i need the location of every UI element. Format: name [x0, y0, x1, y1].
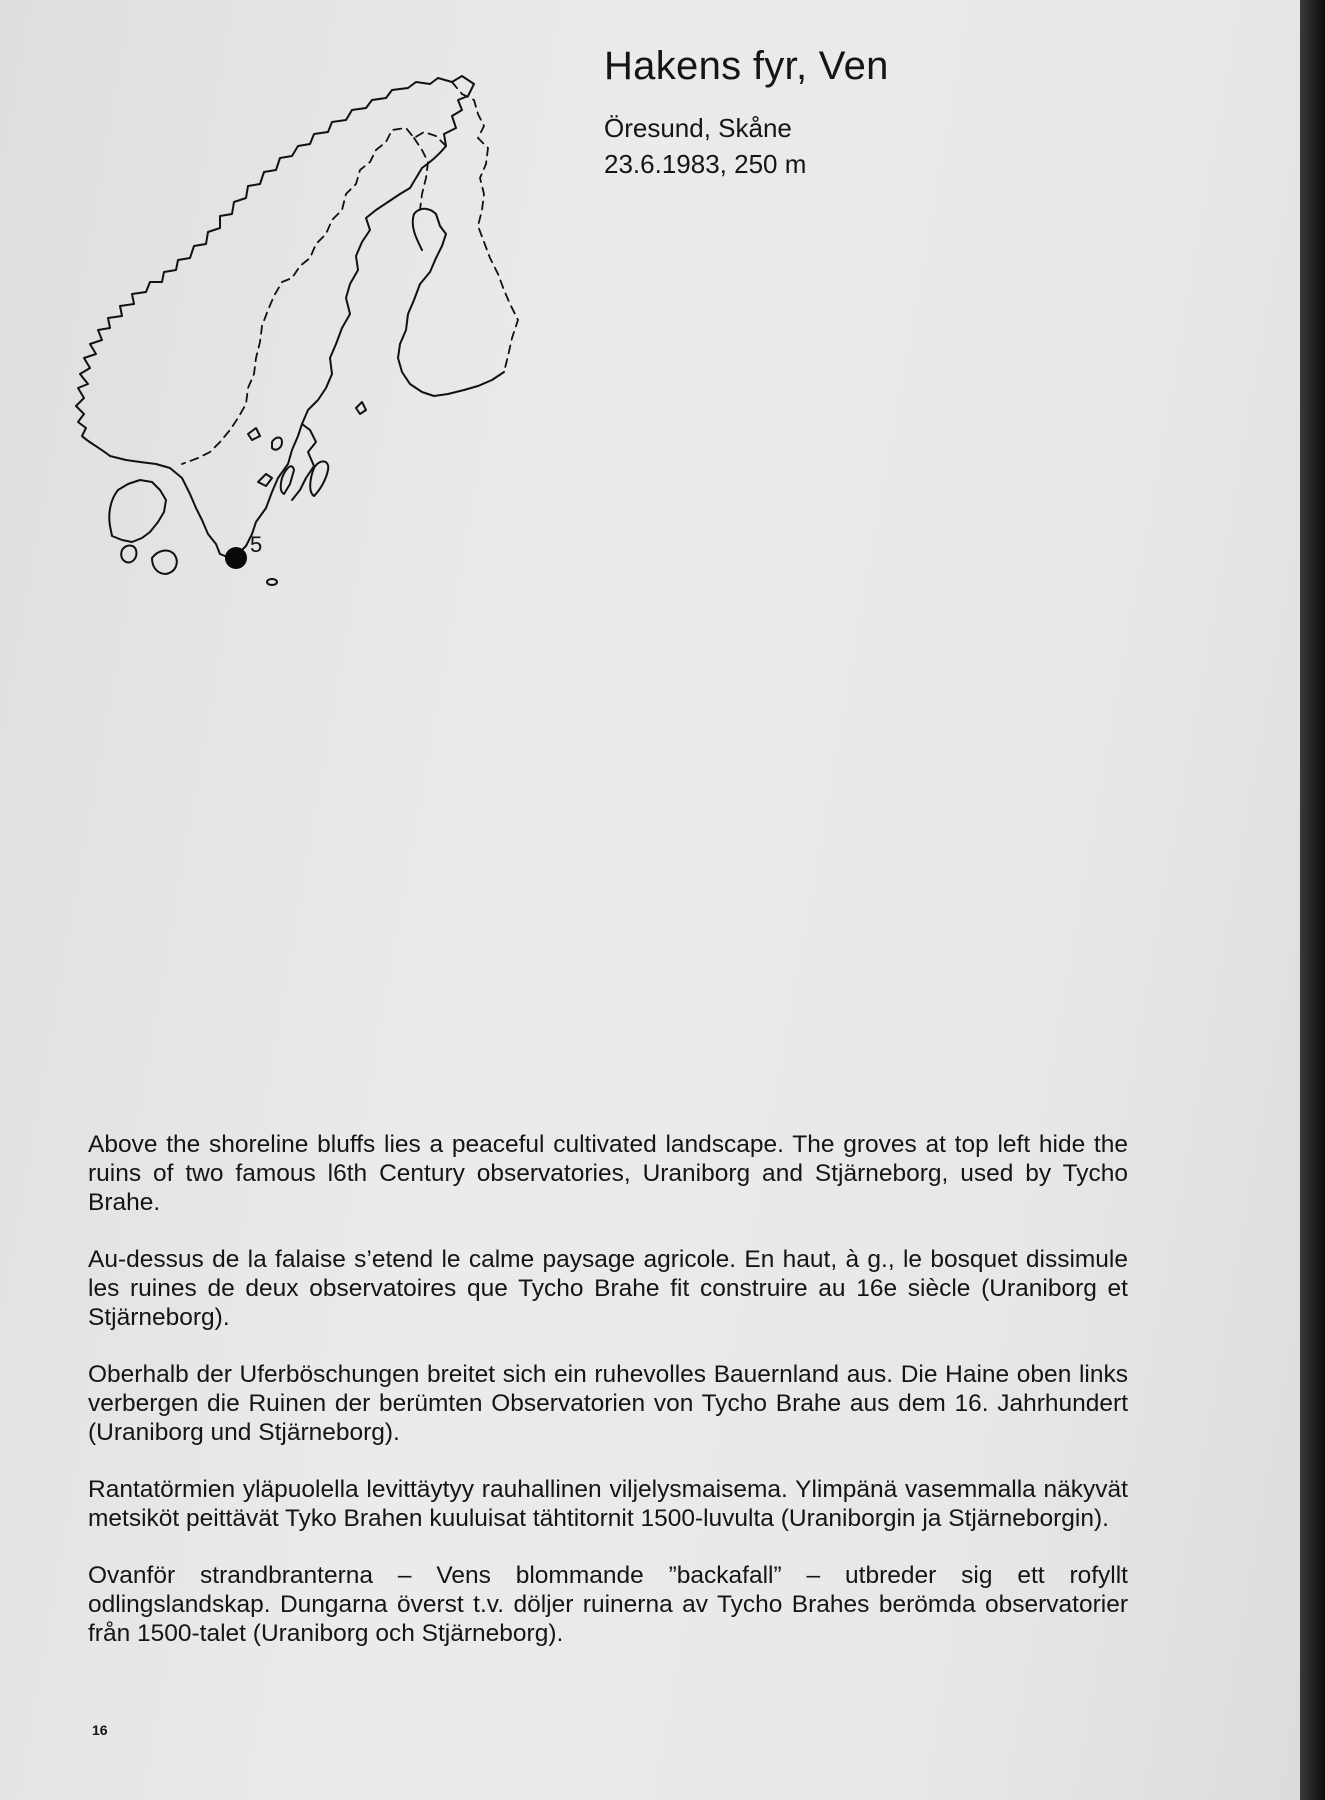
- page-title: Hakens fyr, Ven: [604, 44, 889, 88]
- south-sweden-coast: [110, 456, 230, 558]
- norway-sweden-border: [182, 128, 446, 464]
- paragraph-swedish: Ovanför strandbranterna – Vens blommande ”backafall” – utbreder sig ett rofyllt odlingslandskap. Dungarna överst t.v. döljer ruinerna av Tycho Brahes berömda observatorier från 1500-talet (Uraniborg och Stjärneborg).: [88, 1562, 1128, 1647]
- denmark-outline: [109, 480, 166, 542]
- scandinavia-map: [70, 38, 590, 648]
- sweden-finland-border: [414, 138, 428, 210]
- photo-caption-meta: [604, 110, 806, 182]
- multilingual-description: [88, 1130, 1128, 1676]
- location-text: Öresund, Skåne: [604, 113, 792, 143]
- page-number: 16: [92, 1722, 108, 1738]
- bothnia-coastline: [230, 146, 446, 558]
- paragraph-german: Oberhalb der Uferböschungen breitet sich ein ruhevolles Bauernland aus. Die Haine oben links verbergen die Ruinen der berümten Observatorien von Tycho Brahe aus dem 16. Jahrhundert (Uraniborg und Stjärneborg).: [88, 1361, 1128, 1446]
- location-marker-dot: [225, 547, 247, 569]
- finland-coastline: [398, 209, 504, 396]
- paragraph-english: Above the shoreline bluffs lies a peaceful cultivated landscape. The groves at top left hide the ruins of two famous l6th Century observatories, Uraniborg and Stjärneborg, used by Tycho Brahe.: [88, 1131, 1128, 1216]
- location-marker-label: 5: [250, 532, 263, 557]
- page-edge-shadow: [1300, 0, 1325, 1800]
- norway-coastline: [76, 76, 474, 456]
- date-altitude-text: 23.6.1983, 250 m: [604, 149, 807, 179]
- bornholm: [267, 579, 277, 585]
- paragraph-finnish: Rantatörmien yläpuolella levittäytyy rauhallinen viljelysmaisema. Ylimpänä vasemmalla näkyvät metsiköt peittävät Tyko Brahen kuuluisat tähtitornit 1500-luvulta (Uraniborgin ja Stjärneborgin).: [88, 1476, 1128, 1532]
- paragraph-french: Au-dessus de la falaise s’etend le calme paysage agricole. En haut, à g., le bosquet dissimule les ruines de deux observatoires que Tycho Brahe fit construire au 16e siècle (Uraniborg et Stjärneborg).: [88, 1246, 1128, 1331]
- finland-russia-border: [452, 82, 518, 372]
